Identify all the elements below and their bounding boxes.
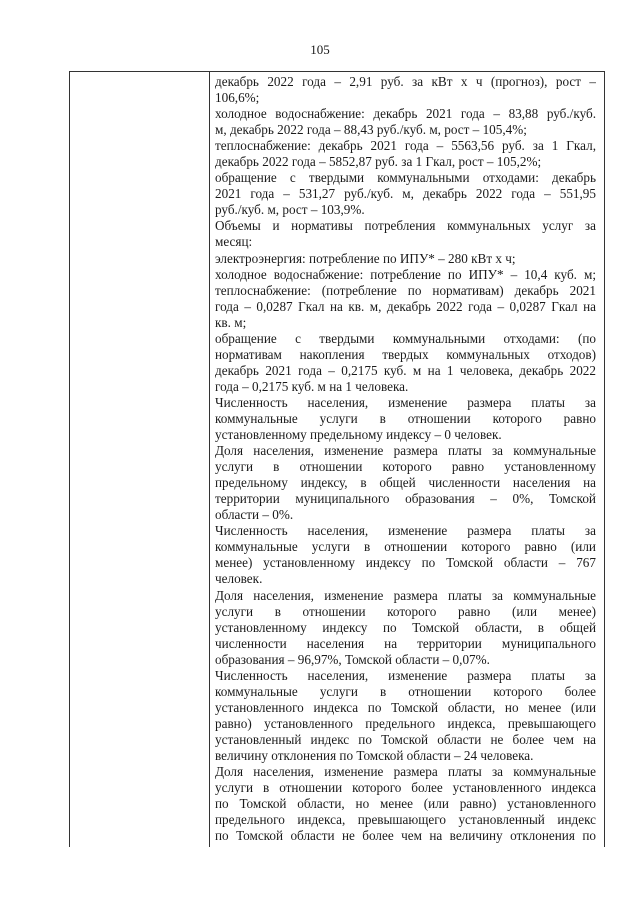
text-line: Доля населения, изменение размера платы за коммунальные	[215, 764, 596, 780]
text-line: декабрь 2021 года – 0,2175 куб. м на 1 человека, декабрь 2022	[215, 362, 596, 378]
text-line: предельного индекса, превышающего установленный индекс	[215, 812, 596, 828]
text-line: декабрь 2022 года – 5852,87 руб. за 1 Гкал, рост – 105,2%;	[215, 154, 542, 170]
text-line: электроэнергия: потребление по ИПУ* – 280 кВт x ч;	[215, 250, 516, 266]
text-line: равно) установленного предельного индекса, превышающего	[215, 715, 596, 731]
text-line: численности населения на территории муниципального	[215, 635, 596, 651]
text-line: нормативам накопления твердых коммунальных отходов)	[215, 346, 596, 362]
text-line: коммунальные услуги в отношении которого равно (или	[215, 539, 596, 555]
text-line: холодное водоснабжение: потребление по ИПУ* – 10,4 куб. м;	[215, 266, 596, 282]
text-line: холодное водоснабжение: декабрь 2021 года – 83,88 руб./куб.	[215, 106, 596, 122]
text-line: области – 0%.	[215, 507, 294, 523]
text-line: по Томской области, но менее (или равно) установленного	[215, 796, 596, 812]
text-line: обращение с твердыми коммунальными отходами: (по	[215, 330, 596, 346]
text-line: установленному предельному индексу – 0 человек.	[215, 427, 502, 443]
text-line: кв. м;	[215, 314, 247, 330]
text-line: установленный индекс по Томской области не более чем на	[215, 731, 596, 747]
text-line: услуги в отношении которого равно (или менее)	[215, 603, 596, 619]
text-line: величину отклонения по Томской области – 24 человека.	[215, 747, 534, 763]
text-line: года – 0,2175 куб. м на 1 человека.	[215, 378, 409, 394]
text-line: Численность населения, изменение размера платы за	[215, 394, 596, 410]
text-line: услуги в отношении которого равно установленному	[215, 459, 596, 475]
text-line: руб./куб. м, рост – 103,9%.	[215, 202, 365, 218]
text-line: установленному индексу по Томской области, в общей	[215, 619, 596, 635]
text-line: Численность населения, изменение размера платы за	[215, 523, 596, 539]
table-text-column	[215, 74, 596, 844]
text-line: услуги в отношении которого более установленного индекса	[215, 780, 596, 796]
table-left-column	[70, 72, 210, 847]
text-line: коммунальные услуги в отношении которого более	[215, 683, 596, 699]
text-line: образования – 96,97%, Томской области – 0,07%.	[215, 651, 490, 667]
text-line: предельному индексу, в общей численности населения на	[215, 475, 596, 491]
text-line: м, декабрь 2022 года – 88,43 руб./куб. м, рост – 105,4%;	[215, 122, 527, 138]
text-line: декабрь 2022 года – 2,91 руб. за кВт x ч (прогноз), рост –	[215, 74, 596, 89]
text-line: установленного индекса по Томской области, но менее (или	[215, 699, 596, 715]
text-line: по Томской области не более чем на величину отклонения по	[215, 828, 596, 844]
text-line: Численность населения, изменение размера платы за	[215, 667, 596, 683]
text-line: менее) установленному индексу по Томской области – 767	[215, 555, 596, 571]
text-line: Доля населения, изменение размера платы за коммунальные	[215, 443, 596, 459]
text-line: 106,6%;	[215, 90, 260, 106]
text-line: теплоснабжение: (потребление по нормативам) декабрь 2021	[215, 282, 596, 298]
text-line: человек.	[215, 571, 263, 587]
text-line: месяц:	[215, 234, 253, 250]
text-line: теплоснабжение: декабрь 2021 года – 5563,56 руб. за 1 Гкал,	[215, 138, 596, 154]
page-number: 105	[310, 42, 330, 57]
text-line: 2021 года – 531,27 руб./куб. м, декабрь 2022 года – 551,95	[215, 186, 596, 202]
document-table	[69, 71, 605, 847]
text-line: территории муниципального образования – 0%, Томской	[215, 491, 596, 507]
text-line: года – 0,0287 Гкал на кв. м, декабрь 2022 года – 0,0287 Гкал на	[215, 298, 596, 314]
text-line: обращение с твердыми коммунальными отходами: декабрь	[215, 170, 596, 186]
text-line: Объемы и нормативы потребления коммунальных услуг за	[215, 218, 596, 234]
text-line: коммунальные услуги в отношении которого равно	[215, 410, 596, 426]
text-line: Доля населения, изменение размера платы за коммунальные	[215, 587, 596, 603]
